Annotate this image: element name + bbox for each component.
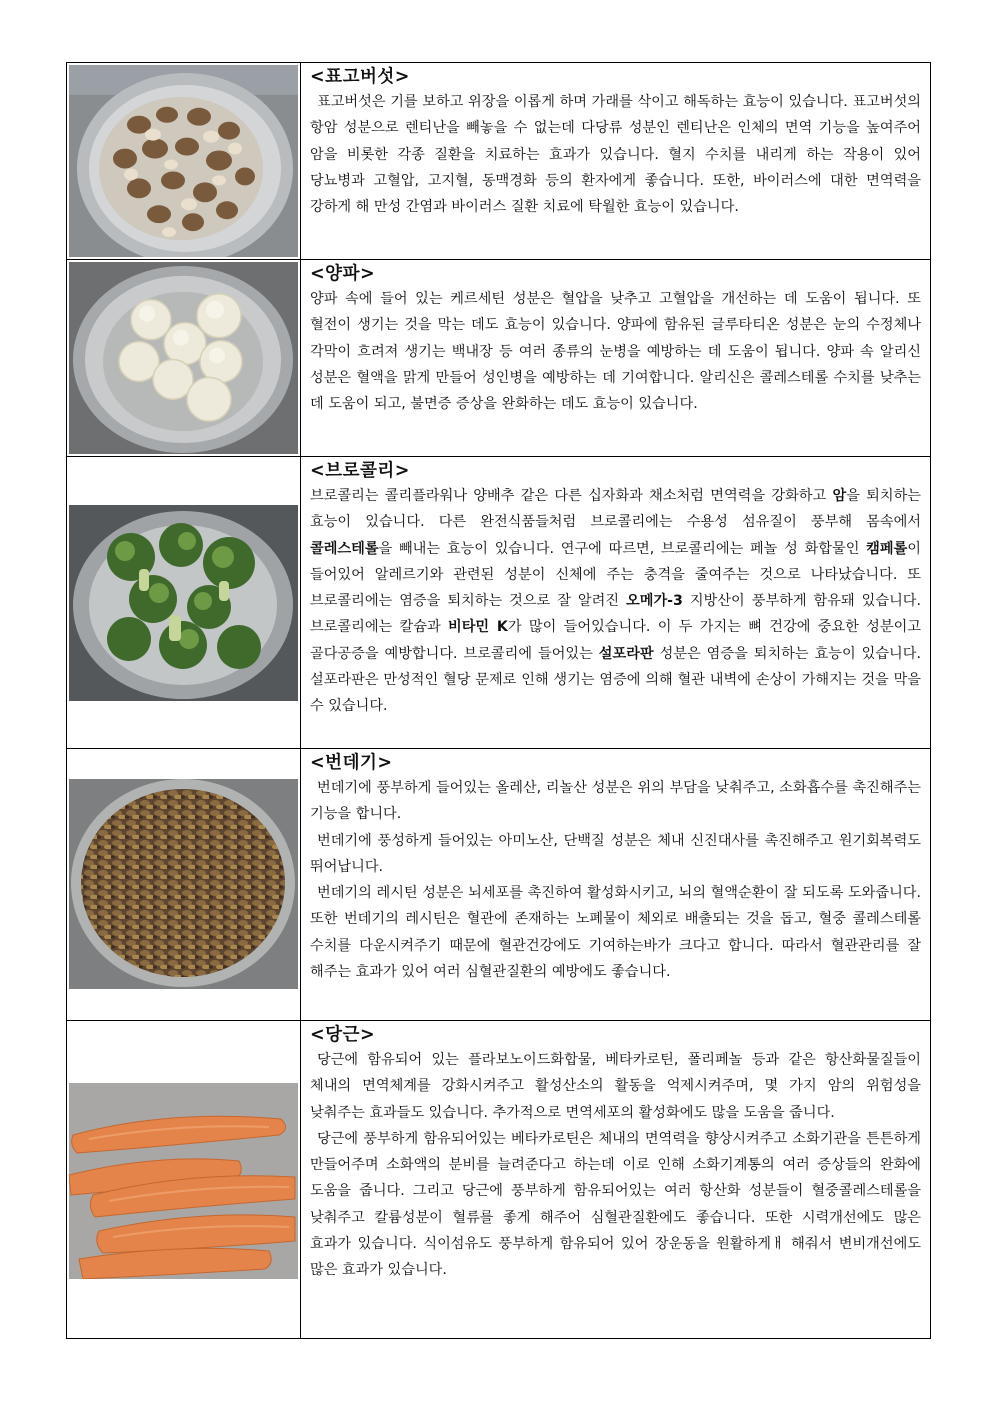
section-title: <당근> xyxy=(310,1025,376,1045)
table-row xyxy=(67,749,931,1021)
bold-term: 암 xyxy=(832,488,847,504)
section-paragraph xyxy=(310,286,921,417)
section-paragraph xyxy=(310,483,921,720)
text-cell-shiitake xyxy=(301,63,931,260)
text-span: 번데기에 풍성하게 들어있는 아미노산, 단백질 성분은 체내 신진대사를 촉진해주고 원기회복력도 뛰어납니다. xyxy=(310,832,921,875)
table-row xyxy=(67,63,931,260)
text-span: 번데기에 풍부하게 들어있는 올레산, 리놀산 성분은 위의 부담을 낮춰주고, 소화흡수를 촉진해주는 기능을 합니다. xyxy=(310,780,921,823)
text-span: 지방산이 풍부하게 함유돼 있습니다. 브로콜리에는 칼슘과 xyxy=(310,593,921,636)
section-title: <브로콜리> xyxy=(310,461,410,481)
silkworm-pupa-photo xyxy=(69,779,298,989)
text-span: 성분은 염증을 퇴치하는 효능이 있습니다. 설포라판은 만성적인 혈당 문제로 인해 생기는 염증에 의해 혈관 내벽에 손상이 가해지는 것을 막을 수 있습니다. xyxy=(310,645,921,715)
image-cell xyxy=(67,63,301,260)
food-info-table xyxy=(66,62,931,1339)
text-span: 이 들어있어 알레르기와 관련된 성분이 신체에 주는 충격을 줄여주는 것으로 나타났습니다. 또 브로콜리에는 염증을 퇴치하는 것으로 잘 알려진 xyxy=(310,540,921,610)
section-title: <번데기> xyxy=(310,753,393,773)
text-span: 당근에 풍부하게 함유되어있는 베타카로틴은 체내의 면역력을 향상시켜주고 소화기관을 튼튼하게 만들어주며 소화액의 분비를 늘려준다고 하는데 이로 인해 소화기계통의 여러 증상들의 완화에 도움을 줍니다. 그리고 당근에 풍부하게 함유되어있는 여러 항산화 성분들이 혈중콜레스테롤을 낮춰주고 칼륨성분이 혈류를 좋게 해주어 심혈관질환에도 좋습니다. 또한 시력개선에도 많은 효과가 있습니다. 식이섬유도 풍부하게 함유되어 있어 장운동을 원활하게ㅐ 해줘서 변비개선에도 많은 효과가 있습니다. xyxy=(310,1130,921,1279)
section-title: <양파> xyxy=(310,264,376,284)
text-cell-silkworm xyxy=(301,749,931,1021)
table-row xyxy=(67,457,931,749)
text-span: 가 많이 들어있습니다. 이 두 가지는 뼈 건강에 중요한 성분이고 골다공증을 예방합니다. 브로콜리에 들어있는 xyxy=(310,619,921,662)
text-cell-onion xyxy=(301,260,931,457)
text-cell-broccoli xyxy=(301,457,931,749)
bold-term: 오메가-3 xyxy=(626,593,683,610)
shiitake-mushroom-photo xyxy=(69,65,298,257)
table-row xyxy=(67,1021,931,1339)
table-row xyxy=(67,260,931,457)
text-span: 표고버섯은 기를 보하고 위장을 이롭게 하며 가래를 삭이고 해독하는 효능이 있습니다. 표고버섯의 항암 성분으로 렌티난을 빼놓을 수 없는데 다당류 성분인 렌티난은 인체의 면역 기능을 높여주어 암을 비롯한 각종 질환을 치료하는 효과가 있습니다. 혈지 수치를 내리게 하는 작용이 있어 당뇨병과 고혈압, 고지혈, 동맥경화 등의 환자에게 좋습니다. 또한, 바이러스에 대한 면역력을 강하게 해 만성 간염과 바이러스 질환 치료에 탁월한 효능이 있습니다. xyxy=(310,94,921,216)
section-title: <표고버섯> xyxy=(310,67,410,87)
bold-term: 비타민 K xyxy=(448,619,508,636)
text-span: 을 퇴치하는 효능이 있습니다. 다른 완전식품들처럼 브로콜리에는 수용성 섬유질이 풍부해 몸속에서 xyxy=(310,488,921,531)
text-span: 브로콜리는 콜리플라워나 양배추 같은 다른 십자화과 채소처럼 면역력을 강화하고 xyxy=(310,488,833,504)
text-span: 번데기의 레시틴 성분은 뇌세포를 촉진하여 활성화시키고, 뇌의 혈액순환이 잘 되도록 도와줍니다. 또한 번데기의 레시틴은 혈관에 존재하는 노폐물이 체외로 배출되는 것을 돕고, 혈중 콜레스테롤 수치를 다운시켜주기 때문에 혈관건강에도 기여하는바가 크다고 합니다. 따라서 혈관관리를 잘 해주는 효과가 있어 여러 심혈관질환의 예방에도 좋습니다. xyxy=(310,885,921,981)
image-cell xyxy=(67,749,301,1021)
section-paragraph xyxy=(310,880,921,985)
section-paragraph xyxy=(310,775,921,828)
section-paragraph xyxy=(310,1126,921,1284)
bold-term: 설포라판 xyxy=(598,645,654,662)
broccoli-photo xyxy=(69,505,298,701)
section-paragraph xyxy=(310,1047,921,1126)
image-cell xyxy=(67,457,301,749)
text-span: 당근에 함유되어 있는 플라보노이드화합물, 베타카로틴, 폴리페놀 등과 같은 항산화물질들이 체내의 면역체계를 강화시켜주고 활성산소의 활동을 억제시켜주며, 몇 가지 암의 위험성을 낮춰주는 효과들도 있습니다. 추가적으로 면역세포의 활성화에도 많을 도움을 줍니다. xyxy=(310,1052,921,1121)
carrot-photo xyxy=(69,1083,298,1279)
section-paragraph xyxy=(310,828,921,881)
section-paragraph xyxy=(310,89,921,220)
text-span: 양파 속에 들어 있는 케르세틴 성분은 혈압을 낮추고 고혈압을 개선하는 데 도움이 됩니다. 또 혈전이 생기는 것을 막는 데도 효능이 있습니다. 양파에 함유된 글루타티온 성분은 눈의 수정체나 각막이 흐려져 생기는 백내장 등 여러 종류의 눈병을 예방하는 데 도움이 됩니다. 양파 속 알리신 성분은 혈액을 맑게 만들어 성인병을 예방하는 데 기여합니다. 알리신은 콜레스테롤 수치를 낮추는 데 도움이 되고, 불면증 증상을 완화하는 데도 효능이 있습니다. xyxy=(310,291,921,413)
text-cell-carrot xyxy=(301,1021,931,1339)
text-span: 을 빼내는 효능이 있습니다. 연구에 따르면, 브로콜리에는 페놀 성 화합물인 xyxy=(378,540,867,557)
bold-term: 콜레스테롤 xyxy=(310,540,379,557)
onion-photo xyxy=(69,262,298,454)
bold-term: 캠페롤 xyxy=(866,540,908,557)
image-cell xyxy=(67,1021,301,1339)
image-cell xyxy=(67,260,301,457)
